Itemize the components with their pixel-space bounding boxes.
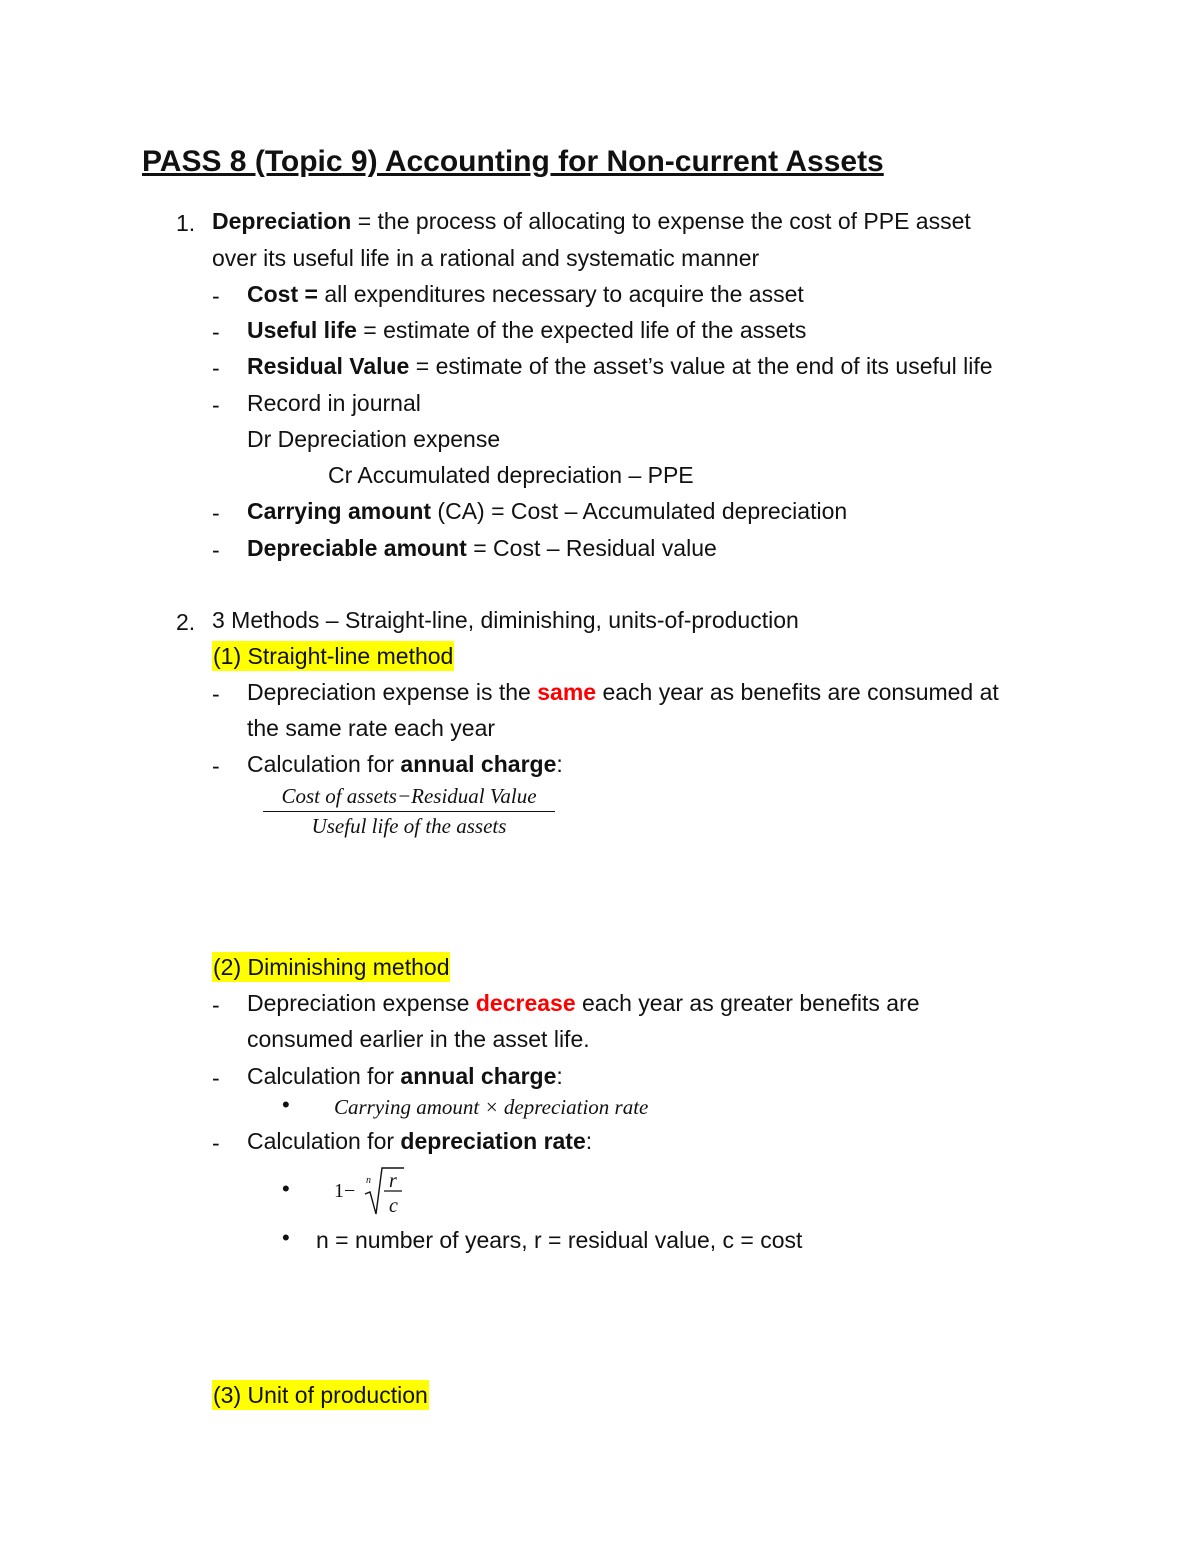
straight-line-point-1 <box>247 681 999 704</box>
dm-point1-emphasis: decrease <box>475 990 576 1016</box>
sl-point2-bold: annual charge <box>400 751 557 777</box>
dm-point2-text-a: Calculation for <box>247 1063 401 1089</box>
depreciable-amount-item <box>247 537 717 560</box>
dm-point1-text-a: Depreciation expense <box>247 990 476 1016</box>
term-useful-life: Useful life <box>247 317 357 343</box>
dash-marker: - <box>212 537 220 563</box>
formula-one-minus: 1− <box>334 1180 356 1202</box>
sl-point2-text-a: Calculation for <box>247 751 401 777</box>
dash-marker: - <box>212 392 220 418</box>
depreciation-rate-formula <box>334 1164 414 1220</box>
dm-point2-colon: : <box>556 1063 563 1089</box>
sl-point1-text-b: each year as benefits are consumed at <box>596 679 999 705</box>
residual-value-text: = estimate of the asset’s value at the end of its useful life <box>409 353 993 379</box>
section-2-number: 2. <box>176 609 196 635</box>
root-denominator: c <box>389 1195 398 1217</box>
dash-marker: - <box>212 500 220 526</box>
formula-denominator: Useful life of the assets <box>311 814 507 838</box>
depreciation-definition-cont: over its useful life in a rational and systematic manner <box>212 245 760 271</box>
diminishing-highlight: (2) Diminishing method <box>213 954 450 980</box>
diminishing-point-1-cont: consumed earlier in the asset life. <box>247 1026 590 1052</box>
sl-point1-text-a: Depreciation expense is the <box>247 679 538 705</box>
dash-marker: - <box>212 283 220 309</box>
dash-marker: - <box>212 753 220 779</box>
cost-item <box>247 283 804 306</box>
depreciation-definition: = the process of allocating to expense the cost of PPE asset <box>351 208 971 234</box>
term-depreciation: Depreciation <box>212 208 352 234</box>
dash-marker: - <box>212 355 220 381</box>
section-1-definition <box>212 210 971 233</box>
record-journal-item: Record in journal <box>247 390 421 416</box>
term-residual-value: Residual Value <box>247 353 410 379</box>
section-1-number: 1. <box>176 210 196 236</box>
journal-debit: Dr Depreciation expense <box>247 426 501 452</box>
dm-point3-text-a: Calculation for <box>247 1128 401 1154</box>
unit-of-production-label <box>212 1384 429 1407</box>
dm-point1-text-b: each year as greater benefits are <box>575 990 920 1016</box>
term-depreciable-amount: Depreciable amount <box>247 535 467 561</box>
dm-point3-colon: : <box>585 1128 593 1154</box>
root-index: n <box>366 1175 371 1186</box>
carrying-amount-text: (CA) = Cost – Accumulated depreciation <box>431 498 848 524</box>
diminishing-point-3 <box>247 1130 592 1153</box>
dash-marker: - <box>212 319 220 345</box>
dash-marker: - <box>212 992 220 1018</box>
straight-line-label <box>212 645 454 668</box>
sl-point1-emphasis: same <box>537 679 597 705</box>
depreciable-amount-text: = Cost – Residual value <box>466 535 717 561</box>
straight-line-point-1-cont: the same rate each year <box>247 715 496 741</box>
bullet-marker: • <box>282 1225 290 1250</box>
term-carrying-amount: Carrying amount <box>247 498 432 524</box>
diminishing-point-2 <box>247 1065 563 1088</box>
dm-point3-bold: depreciation rate <box>400 1128 586 1154</box>
diminishing-point-1 <box>247 992 920 1015</box>
sl-point2-colon: : <box>556 751 563 777</box>
variable-definitions: n = number of years, r = residual value, c = cost <box>316 1227 803 1253</box>
straight-line-formula <box>263 784 555 839</box>
term-cost: Cost = <box>247 281 318 307</box>
unit-of-production-highlight: (3) Unit of production <box>213 1382 428 1408</box>
useful-life-text: = estimate of the expected life of the assets <box>356 317 807 343</box>
dash-marker: - <box>212 1130 220 1156</box>
useful-life-item <box>247 319 806 342</box>
diminishing-label <box>212 956 450 979</box>
formula-numerator: Cost of assets−Residual Value <box>263 784 555 812</box>
page-title: PASS 8 (Topic 9) Accounting for Non-current Assets <box>142 145 884 178</box>
bullet-marker: • <box>282 1176 290 1201</box>
cost-text: all expenditures necessary to acquire the asset <box>317 281 804 307</box>
carrying-amount-item <box>247 500 847 523</box>
straight-line-point-2 <box>247 753 563 776</box>
bullet-marker: • <box>282 1092 290 1117</box>
dash-marker: - <box>212 681 220 707</box>
straight-line-highlight: (1) Straight-line method <box>213 643 454 669</box>
journal-credit: Cr Accumulated depreciation – PPE <box>328 462 694 488</box>
dash-marker: - <box>212 1065 220 1091</box>
section-2-heading: 3 Methods – Straight-line, diminishing, units-of-production <box>212 607 799 633</box>
annual-charge-formula: Carrying amount × depreciation rate <box>334 1095 649 1119</box>
residual-value-item <box>247 355 993 378</box>
dm-point2-bold: annual charge <box>400 1063 557 1089</box>
root-numerator: r <box>389 1170 397 1192</box>
